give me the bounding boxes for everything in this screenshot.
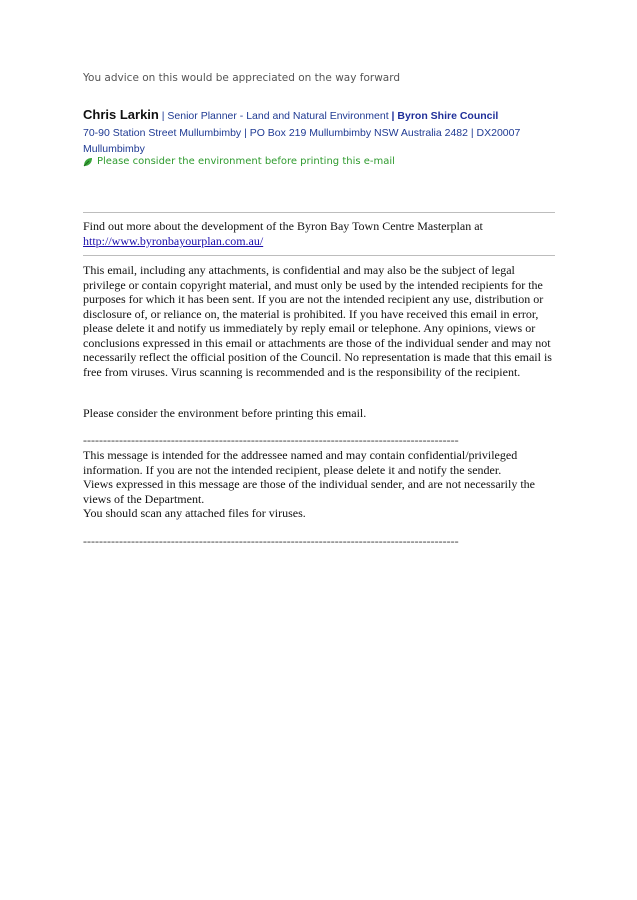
department-notice xyxy=(83,448,557,521)
masterplan-link[interactable]: http://www.byronbayourplan.com.au/ xyxy=(83,234,264,248)
divider xyxy=(83,212,555,213)
eco-note-text: Please consider the environment before printing this e-mail xyxy=(97,156,395,167)
dashed-separator: ---------------------------------------------------------------------------------------------- xyxy=(83,434,459,446)
signature-line xyxy=(83,106,563,125)
sender-name: Chris Larkin xyxy=(83,107,159,122)
dashed-separator: ---------------------------------------------------------------------------------------------- xyxy=(83,535,459,547)
signature-block xyxy=(83,106,563,157)
environment-note: Please consider the environment before printing this email. xyxy=(83,406,367,420)
department-notice-para: Views expressed in this message are those of the individual sender, and are not necessarily the views of the Department. xyxy=(83,477,535,506)
eco-note xyxy=(83,156,395,167)
intro-text: You advice on this would be appreciated on the way forward xyxy=(83,72,401,84)
separator-pipe: | xyxy=(388,110,398,122)
department-notice-para: You should scan any attached files for viruses. xyxy=(83,506,306,520)
separator-pipe: | xyxy=(158,110,168,122)
leaf-icon xyxy=(83,157,93,167)
masterplan-notice xyxy=(83,219,555,249)
masterplan-text: Find out more about the development of the Byron Bay Town Centre Masterplan at xyxy=(83,219,483,233)
sender-title: Senior Planner - Land and Natural Environment xyxy=(167,110,389,122)
sender-organisation: Byron Shire Council xyxy=(397,110,499,122)
department-notice-para: This message is intended for the addressee named and may contain confidential/privileged information. If you are not the intended recipient, please delete it and notify the sender. xyxy=(83,448,518,477)
sender-address: 70-90 Station Street Mullumbimby | PO Box 219 Mullumbimby NSW Australia 2482 | DX20007 Mullumbimby xyxy=(83,127,521,155)
divider xyxy=(83,255,555,256)
council-disclaimer: This email, including any attachments, is confidential and may also be the subject of legal privilege or contain copyright material, and must only be used by the intended recipients for the purposes for which it has been sent. If you are not the intended recipient any use, distribution or disclosure of, or reliance on, the material is prohibited. If you have received this email in error, please delete it and notify us immediately by reply email or telephone. Any opinions, views or conclusions expressed in this email or attachments are those of the individual sender and may not necessarily reflect the official position of the Council. No representation is made that this email is free from viruses. Virus scanning is recommended and is the responsibility of the recipient. xyxy=(83,263,552,379)
